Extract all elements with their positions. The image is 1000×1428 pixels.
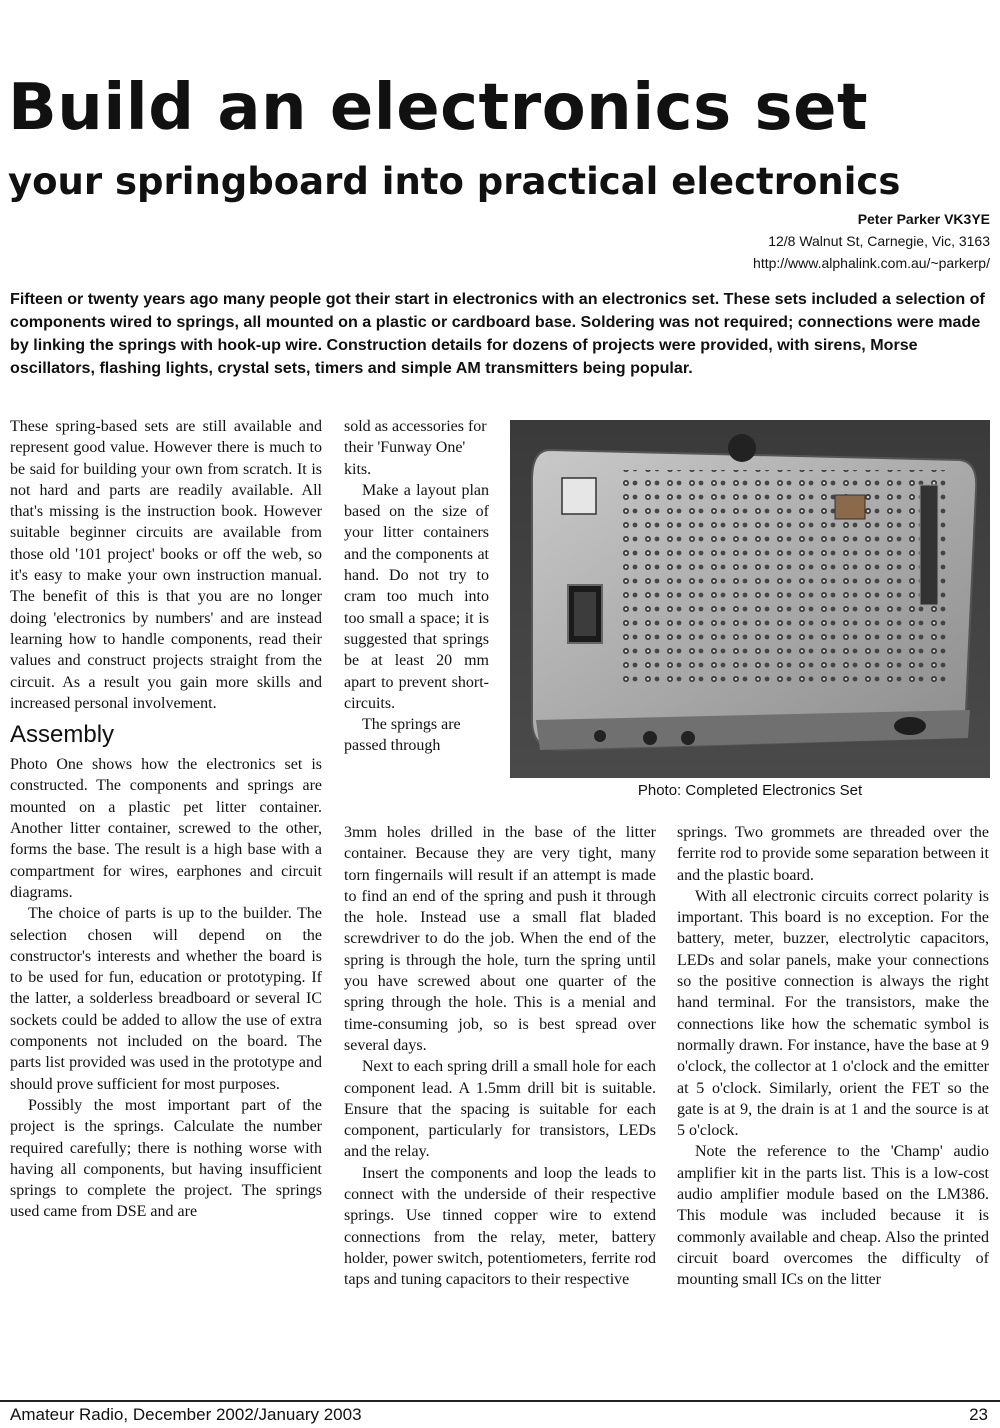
paragraph: Possibly the most important part of the project is the springs. Calculate the number required carefully; there is nothing worse with having all components, but having insufficient springs to complete the project. The springs used came from DSE and are: [10, 1096, 322, 1221]
article-title: Build an electronics set: [8, 71, 869, 145]
paragraph: Photo One shows how the electronics set is constructed. The components and springs are mounted on a plastic pet litter container. Another litter container, screwed to the other, forms the base. The result is a high base with a compartment for wires, earphones and circuit diagrams.: [10, 756, 322, 901]
paragraph: sold as accessories for their 'Funway One' kits.: [344, 418, 487, 478]
author-name: Peter Parker VK3YE: [857, 211, 990, 227]
paragraph: Make a layout plan based on the size of your litter containers and the components at hand. Do not try to cram too much into too small a space; it is suggested that springs be at least 20 mm apart to prevent short-circuits.: [344, 481, 489, 712]
section-heading-assembly: Assembly: [10, 721, 115, 749]
paragraph: Next to each spring drill a small hole for each component lead. A 1.5mm drill bit is suitable. Ensure that the spacing is suitable for each component, particularly for transistors, LEDs and the relay.: [344, 1058, 656, 1161]
paragraph: Insert the components and loop the leads to connect with the underside of their respective springs. Use tinned copper wire to extend connections from the relay, meter, battery holder, power switch, potentiometers, ferrite rod taps and tuning capacitors to their respective: [344, 1164, 656, 1289]
photo-caption: Photo: Completed Electronics Set: [637, 782, 863, 799]
paragraph: The springs are passed through: [344, 716, 461, 755]
paragraph: 3mm holes drilled in the base of the litter container. Because they are very tight, many torn fingernails will result if an attempt is made to find an end of the spring and push it through the hole. Instead use a small flat bladed screwdriver to do the job. When the end of the spring is through the hole, turn the spring until you have screwed about one quarter of the spring through the hole. This is a menial and time-consuming job, so is best spread over several days.: [344, 824, 656, 1054]
article-subtitle: your springboard into practical electronics: [8, 160, 901, 203]
page-number: 23: [969, 1405, 988, 1424]
byline: [510, 208, 990, 274]
author-address: 12/8 Walnut St, Carnegie, Vic, 3163: [768, 233, 990, 249]
author-url: http://www.alphalink.com.au/~parkerp/: [753, 255, 990, 271]
paragraph: The choice of parts is up to the builder. The selection chosen will depend on the constructor's interests and whether the board is to be used for fun, education or prototyping. If the latter, a solderless breadboard or several IC sockets could be added to allow the use of extra components not included on the board. The parts list provided was used in the prototype and should prove sufficient for most purposes.: [10, 905, 322, 1093]
column-3: [677, 822, 989, 1291]
footer-publication: Amateur Radio, December 2002/January 2003: [10, 1405, 362, 1424]
column-2-bottom: [344, 822, 656, 1291]
intro-paragraph: Fifteen or twenty years ago many people got their start in electronics with an electronics set. These sets included a selection of components wired to springs, all mounted on a plastic or cardboard base. Soldering was not required; connections were made by linking the springs with hook-up wire. Construction details for dozens of projects were provided, with sirens, Morse oscillators, flashing lights, crystal sets, timers and simple AM transmitters being popular.: [10, 290, 985, 377]
paragraph: Note the reference to the 'Champ' audio amplifier kit in the parts list. This is a low-cost audio amplifier module based on the LM386. This module was included because it is commonly available and cheap. Also the printed circuit board overcomes the difficulty of mounting small ICs on the litter: [677, 1143, 989, 1289]
paragraph: springs. Two grommets are threaded over the ferrite rod to provide some separation between it and the plastic board.: [677, 824, 989, 884]
column-2-top: [344, 416, 489, 757]
footer-divider: [0, 1400, 1000, 1402]
electronics-set-photo: [510, 420, 990, 778]
paragraph: With all electronic circuits correct polarity is important. This board is no exception. For the battery, meter, buzzer, electrolytic capacitors, LEDs and solar panels, make your connections so the positive connection is always the right hand terminal. For the transistors, make the connections like how the schematic symbol is normally drawn. For instance, have the base at 9 o'clock, the collector at 1 o'clock and the emitter at 5 o'clock. Similarly, orient the FET so the gate is at 9, the drain is at 1 and the source is at 5 o'clock.: [677, 887, 989, 1140]
column-1: [10, 416, 322, 1223]
paragraph: These spring-based sets are still available and represent good value. However there is much to be said for building your own from scratch. It is not hard and parts are readily available. All that's missing is the instruction book. However suitable beginner circuits are available from those old '101 project' books or off the web, so it's easy to make your own instruction manual. The benefit of this is that you are no longer doing 'electronics by numbers' and are instead learning how to handle components, read their values and construct projects straight from the circuit. As a result you gain more skills and increased personal involvement.: [10, 418, 322, 712]
photo-image: [510, 420, 990, 778]
